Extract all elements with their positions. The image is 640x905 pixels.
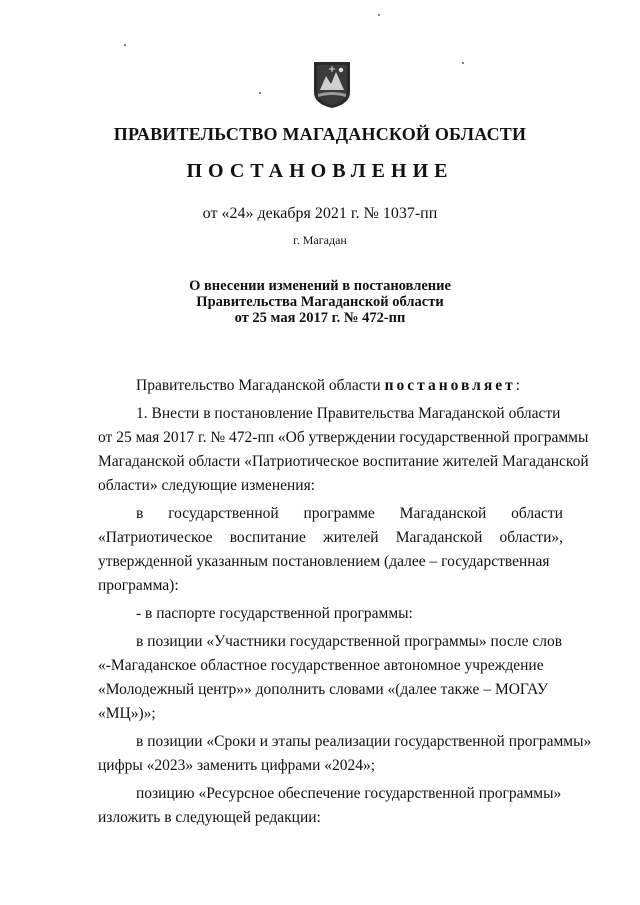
intro-prefix: Правительство Магаданской области — [136, 377, 385, 394]
word: государственной — [168, 505, 279, 522]
participants-line: в позиции «Участники государственной программы» после слов — [136, 633, 563, 650]
resources-line: позицию «Ресурсное обеспечение государственной программы» — [136, 785, 562, 802]
item1-line: от 25 мая 2017 г. № 472-пп «Об утверждении государственной программы — [98, 429, 589, 446]
scan-speck — [124, 44, 126, 46]
item1-line: Магаданской области «Патриотическое воспитание жителей Магаданской — [98, 453, 589, 470]
subject-line: О внесении изменений в постановление — [189, 278, 451, 294]
document-subject — [0, 278, 640, 326]
word: жителей — [323, 529, 379, 546]
word: Магаданской — [395, 529, 483, 546]
terms-line: в позиции «Сроки и этапы реализации государственной программы» — [136, 733, 592, 750]
text-line: 1. Внести в постановление Правительства Магаданской области — [136, 405, 561, 422]
subject-line: от 25 мая 2017 г. № 472-пп — [234, 310, 406, 326]
word: «Патриотическое — [98, 529, 213, 546]
word: воспитание — [229, 529, 306, 546]
text-line: утвержденной указанным постановлением (далее – государственная — [98, 553, 550, 570]
document-city: г. Магадан — [293, 233, 347, 247]
document-type: ПОСТАНОВЛЕНИЕ — [186, 160, 454, 182]
word: в — [136, 505, 144, 522]
intro-suffix: : — [515, 377, 521, 394]
resources-line: изложить в следующей редакции: — [98, 809, 321, 826]
subject-line: Правительства Магаданской области — [196, 294, 444, 310]
program-words-row — [98, 502, 563, 526]
word: программе — [303, 505, 375, 522]
terms-line: цифры «2023» заменить цифрами «2024»; — [98, 757, 376, 774]
scan-speck — [378, 14, 380, 16]
program-words-row — [98, 526, 563, 550]
intro-paragraph — [98, 374, 563, 398]
scan-speck — [259, 92, 261, 94]
scan-speck — [462, 62, 464, 64]
item1-line: области» следующие изменения: — [98, 477, 316, 494]
organization-title: ПРАВИТЕЛЬСТВО МАГАДАНСКОЙ ОБЛАСТИ — [113, 124, 527, 144]
word: области», — [499, 529, 563, 546]
document-body — [98, 374, 592, 830]
participants-line: «-Магаданское областное государственное автономное учреждение — [98, 657, 544, 674]
word: Магаданской — [399, 505, 487, 522]
intro-verb: постановляет — [384, 377, 516, 394]
coat-of-arms-icon — [312, 60, 352, 110]
document-date-number: от «24» декабря 2021 г. № 1037-пп — [202, 205, 438, 222]
word: области — [511, 505, 563, 522]
participants-line: «Молодежный центр»» дополнить словами «(далее также – МОГАУ — [98, 681, 548, 698]
passport-item: - в паспорте государственной программы: — [136, 605, 413, 622]
participants-line: «МЦ»)»; — [98, 705, 156, 722]
text-line: программа): — [98, 577, 179, 594]
item1-line — [98, 402, 563, 426]
